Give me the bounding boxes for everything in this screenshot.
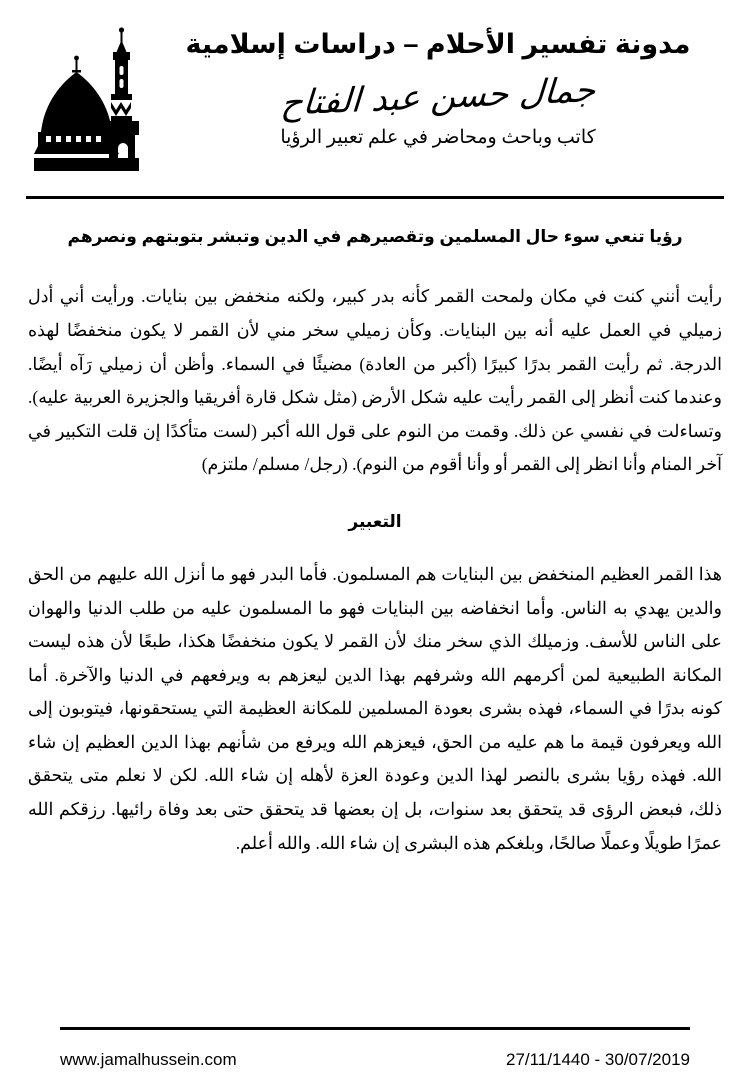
site-title: مدونة تفسير الأحلام – دراسات إسلامية	[185, 29, 691, 59]
interpretation-heading: التعبير	[348, 511, 402, 531]
document-content	[28, 206, 722, 1013]
mosque-logo	[24, 14, 144, 184]
dream-paragraph: رأيت أنني كنت في مكان ولمحت القمر كأنه بدر كبير، ولكنه منخفض بين بنايات. ورأيت أني أدل زميلي في العمل عليه أنه بين البنايات. وكأن زميلي سخر مني لأن القمر لا يكون منخفضًا لهذه الدرجة. ثم رأيت القمر بدرًا كبيرًا (أكبر من العادة) مضيئًا في السماء. وأظن أن زميلي رَآه أيضًا. وعندما كنت أنظر إلى القمر رأيت عليه شكل الأرض (مثل شكل قارة أفريقيا والجزيرة العربية عليه). وتساءلت في نفسي عن ذلك. وقمت من النوم على قول الله أكبر (لست متأكدًا إن قلت التكبير في آخر المنام وأنا انظر إلى القمر أو وأنا أقوم من النوم). (رجل/ مسلم/ ملتزم)	[28, 286, 722, 475]
interpretation-paragraph: هذا القمر العظيم المنخفض بين البنايات هم المسلمون. فأما البدر فهو ما أنزل الله عليهم من الحق والدين يهدي به الناس. وأما انخفاضه بين البنايات فهو ما المسلمون عليه من طلب الدنيا والهوان على الناس للأسف. وزميلك الذي سخر منك لأن القمر لا يكون منخفضًا هكذا، طبعًا لأن هذه ليست المكانة الطبيعية لمن أكرمهم الله وشرفهم بهذا الدين ليعزهم به ويرفعهم في الدنيا والآخرة. أما كونه بدرًا في السماء، فهذه بشرى بعودة المسلمين للمكانة العظيمة التي يستحقونها، فيتوبون إلى الله ويعرفون قيمة ما هم عليه من الحق، فيعزهم الله ويرفع من شأنهم بهذا الدين العظيم إن شاء الله. فهذه رؤيا بشرى بالنصر لهذا الدين وعودة العزة لأهله إن شاء الله. لكن لا نعلم متى يتحقق ذلك، فبعض الرؤى قد يتحقق بعد سنوات، بل إن بعضها قد يتحقق حتى بعد وفاة رائيها. رزقكم الله عمرًا طويلًا وعملًا صالحًا، وبلغكم هذه البشرى إن شاء الله. والله أعلم.	[28, 563, 722, 853]
footer-website[interactable]: www.jamalhussein.com	[60, 1050, 237, 1069]
footer-date: 27/11/1440 - 30/07/2019	[505, 1050, 690, 1069]
document-footer	[60, 1040, 690, 1080]
document-header	[0, 0, 750, 196]
header-divider	[26, 196, 724, 199]
footer-divider	[60, 1027, 690, 1030]
header-text-block	[144, 14, 726, 150]
author-role: كاتب وباحث ومحاضر في علم تعبير الرؤيا	[280, 127, 596, 149]
article-title: رؤيا تنعي سوء حال المسلمين وتقصيرهم في الدين وتبشر بتوبتهم ونصرهم	[67, 227, 683, 246]
author-signature: جمال حسن عبد الفتاح	[279, 69, 597, 124]
mosque-dome-minaret-icon	[28, 24, 140, 184]
